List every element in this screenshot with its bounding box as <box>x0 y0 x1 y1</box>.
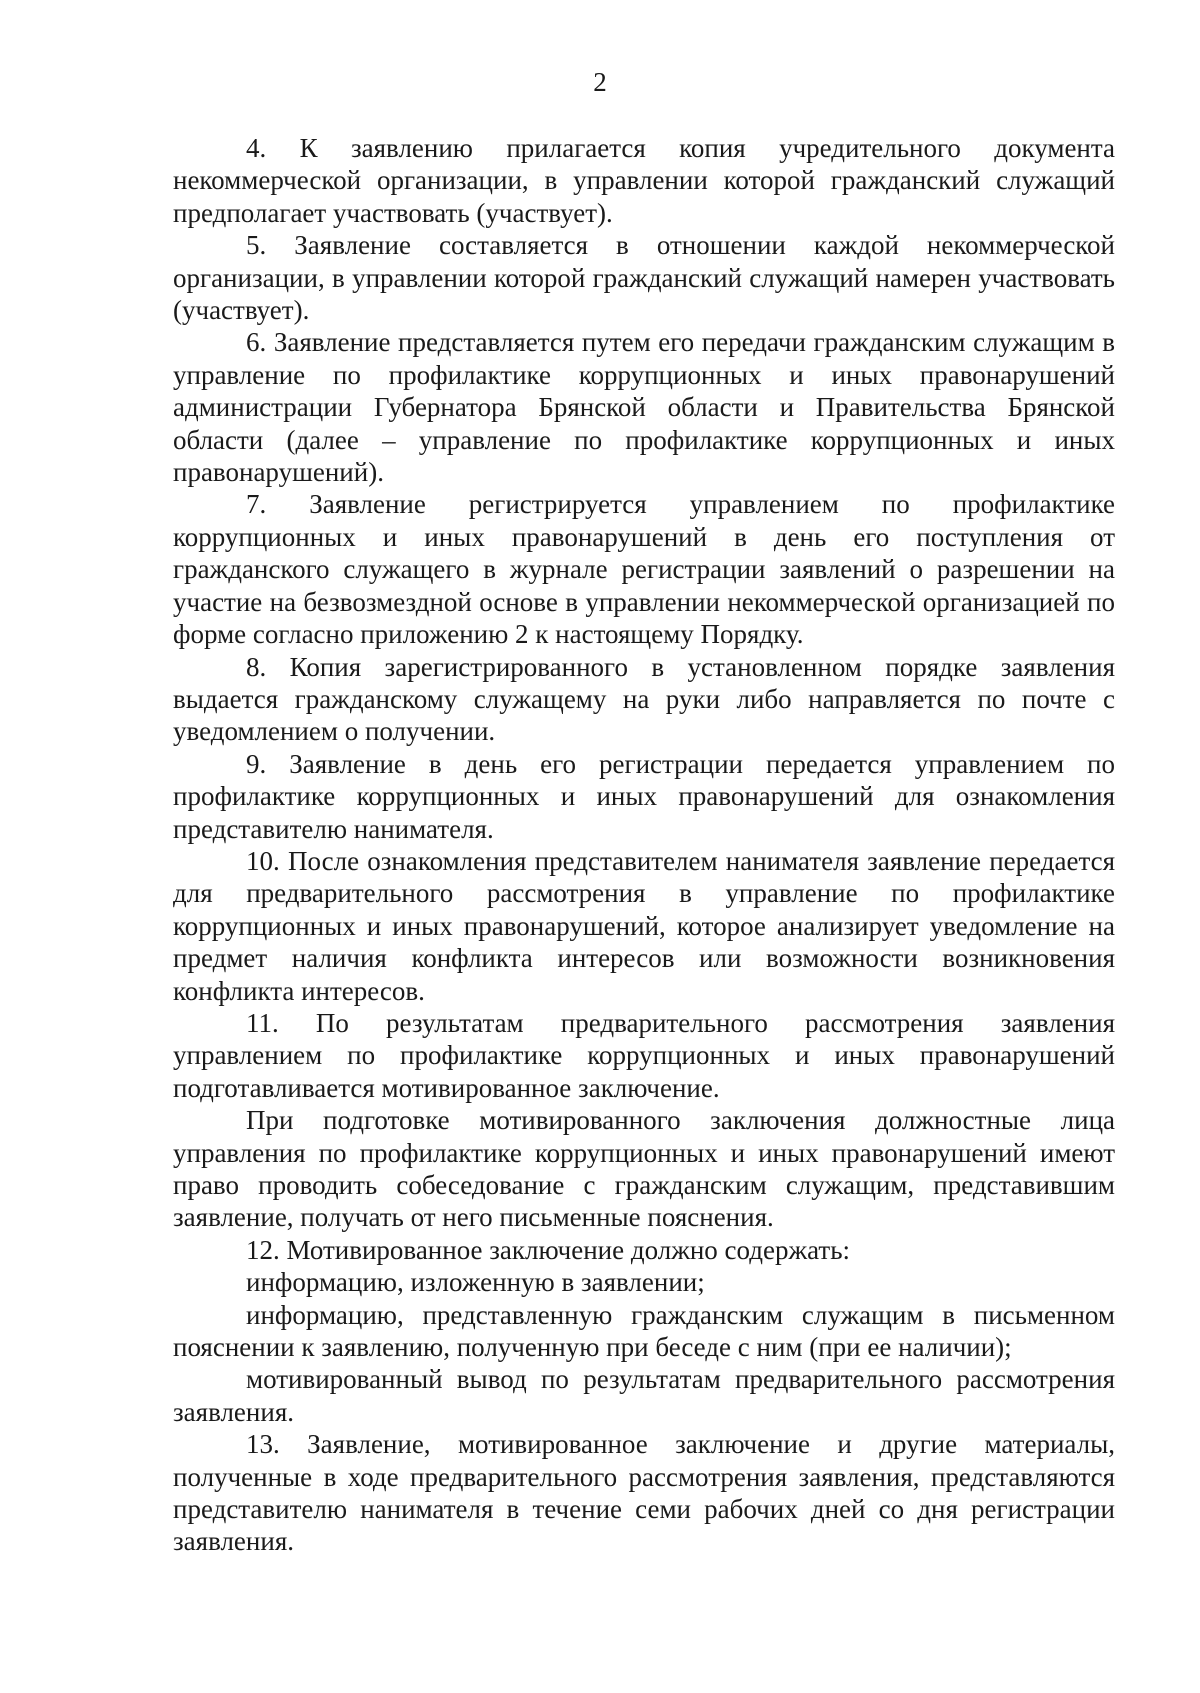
paragraph-13: 13. Заявление, мотивированное заключение и другие материалы, полученные в ходе предварительного рассмотрения заявления, представляются представителю нанимателя в течение семи рабочих дней со дня регистрации заявления. <box>173 1429 1115 1557</box>
paragraph-12-item-1: информацию, изложенную в заявлении; <box>246 1267 705 1298</box>
document-body <box>173 132 1115 1558</box>
paragraph-7: 7. Заявление регистрируется управлением по профилактике коррупционных и иных правонарушений в день его поступления от гражданского служащего в журнале регистрации заявлений о разрешении на участие на безвозмездной основе в управлении некоммерческой организацией по форме согласно приложению 2 к настоящему Порядку. <box>173 489 1115 650</box>
paragraph-8: 8. Копия зарегистрированного в установленном порядке заявления выдается гражданскому служащему на руки либо направляется по почте с уведомлением о получении. <box>173 651 1115 747</box>
paragraph-4: 4. К заявлению прилагается копия учредительного документа некоммерческой организации, в управлении которой гражданский служащий предполагает участвовать (участвует). <box>173 133 1115 228</box>
paragraph-5: 5. Заявление составляется в отношении каждой некоммерческой организации, в управлении которой гражданский служащий намерен участвовать (участвует). <box>173 230 1115 326</box>
paragraph-12-item-3: мотивированный вывод по результатам предварительного рассмотрения заявления. <box>173 1364 1115 1427</box>
paragraph-10: 10. После ознакомления представителем нанимателя заявление передается для предварительного рассмотрения в управление по профилактике коррупционных и иных правонарушений, которое анализирует уведомление на предмет наличия конфликта интересов или возможности возникновения конфликта интересов. <box>173 845 1115 1006</box>
paragraph-6: 6. Заявление представляется путем его передачи гражданским служащим в управление по профилактике коррупционных и иных правонарушений администрации Губернатора Брянской области и Правительства Брянской области (далее – управление по профилактике коррупционных и иных правонарушений). <box>173 327 1115 488</box>
paragraph-11-continued: При подготовке мотивированного заключения должностные лица управления по профилактике коррупционных и иных правонарушений имеют право проводить собеседование с гражданским служащим, представившим заявление, получать от него письменные пояснения. <box>173 1105 1115 1233</box>
paragraph-12-item-2: информацию, представленную гражданским служащим в письменном пояснении к заявлению, полученную при беседе с ним (при ее наличии); <box>173 1299 1115 1363</box>
paragraph-12: 12. Мотивированное заключение должно содержать: <box>246 1234 851 1265</box>
paragraph-11: 11. По результатам предварительного рассмотрения заявления управлением по профилактике коррупционных и иных правонарушений подготавливается мотивированное заключение. <box>173 1007 1115 1103</box>
page-number: 2 <box>593 67 607 97</box>
paragraph-9: 9. Заявление в день его регистрации передается управлением по профилактике коррупционных и иных правонарушений для ознакомления представителю нанимателя. <box>173 748 1115 844</box>
